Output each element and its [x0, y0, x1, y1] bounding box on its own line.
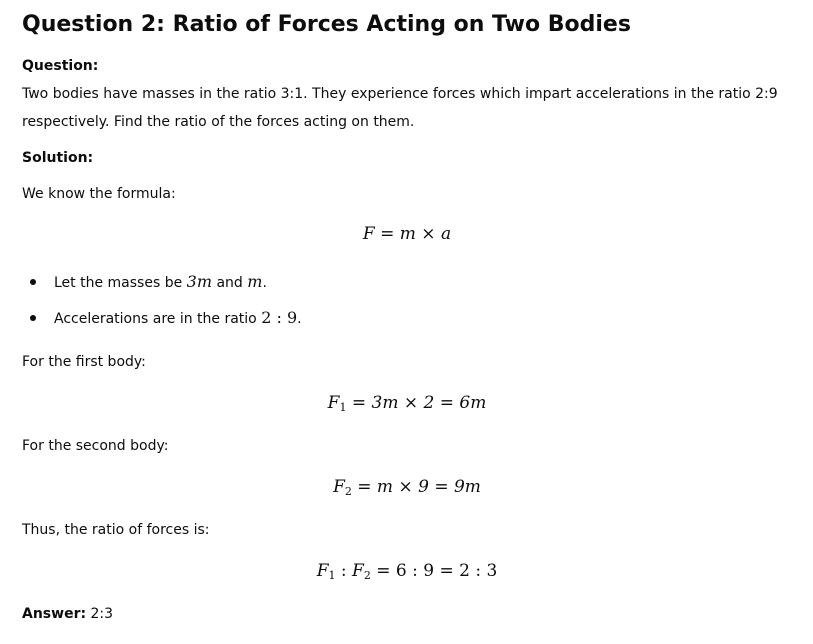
formula-times: × — [415, 224, 441, 244]
equation-rest: = 6 : 9 = 2 : 3 — [370, 561, 498, 581]
bullet-post-text: . — [262, 275, 267, 291]
bullet-pre-text: Let the masses be — [54, 275, 187, 291]
bullet-icon — [30, 315, 36, 321]
force-symbol: F — [327, 393, 340, 413]
formula-force-symbol: F — [362, 224, 375, 244]
formula-mass-symbol: m — [399, 224, 416, 244]
ratio-equation — [22, 559, 792, 588]
ratio-separator: : — [335, 561, 353, 581]
answer-value: 2:3 — [86, 606, 114, 622]
bullet-mid-text: and — [212, 275, 248, 291]
bullet-pre-text: Accelerations are in the ratio — [54, 311, 262, 327]
second-body-equation — [22, 475, 792, 504]
bullet-text — [54, 272, 267, 293]
bullet-math: m — [247, 272, 263, 291]
bullet-math: 3m — [186, 272, 213, 291]
formula-equation — [22, 222, 792, 246]
answer-label: Answer: — [22, 606, 87, 622]
first-body-equation — [22, 391, 792, 420]
equation-rest: = m × 9 = 9m — [351, 477, 481, 497]
bullet-text — [54, 308, 302, 329]
force-symbol: F — [316, 561, 329, 581]
page-title: Question 2: Ratio of Forces Acting on Two Bodies — [22, 12, 631, 37]
question-label: Question: — [22, 58, 99, 74]
bullet-icon — [30, 279, 36, 285]
force-symbol: F — [333, 477, 345, 497]
force-subscript: 2 — [344, 485, 352, 498]
second-body-intro: For the second body: — [22, 438, 169, 454]
equation-rest: = 3m × 2 = 6m — [346, 393, 487, 413]
force-subscript: 2 — [363, 569, 371, 582]
bullet-math: 2 : 9 — [261, 308, 298, 327]
question-text: Two bodies have masses in the ratio 3:1. They experience forces which impart accelerations in the ratio 2:9 respectively. Find the ratio of the forces acting on them. — [22, 86, 778, 130]
force-subscript: 1 — [328, 569, 336, 582]
formula-equals: = — [374, 224, 400, 244]
answer-line — [22, 604, 113, 624]
bullet-post-text: . — [297, 311, 302, 327]
force-symbol: F — [352, 561, 364, 581]
force-subscript: 1 — [339, 401, 347, 414]
solution-label: Solution: — [22, 150, 94, 166]
formula-acceleration-symbol: a — [440, 224, 452, 244]
ratio-intro: Thus, the ratio of forces is: — [22, 522, 210, 538]
formula-intro: We know the formula: — [22, 186, 176, 202]
first-body-intro: For the first body: — [22, 354, 146, 370]
